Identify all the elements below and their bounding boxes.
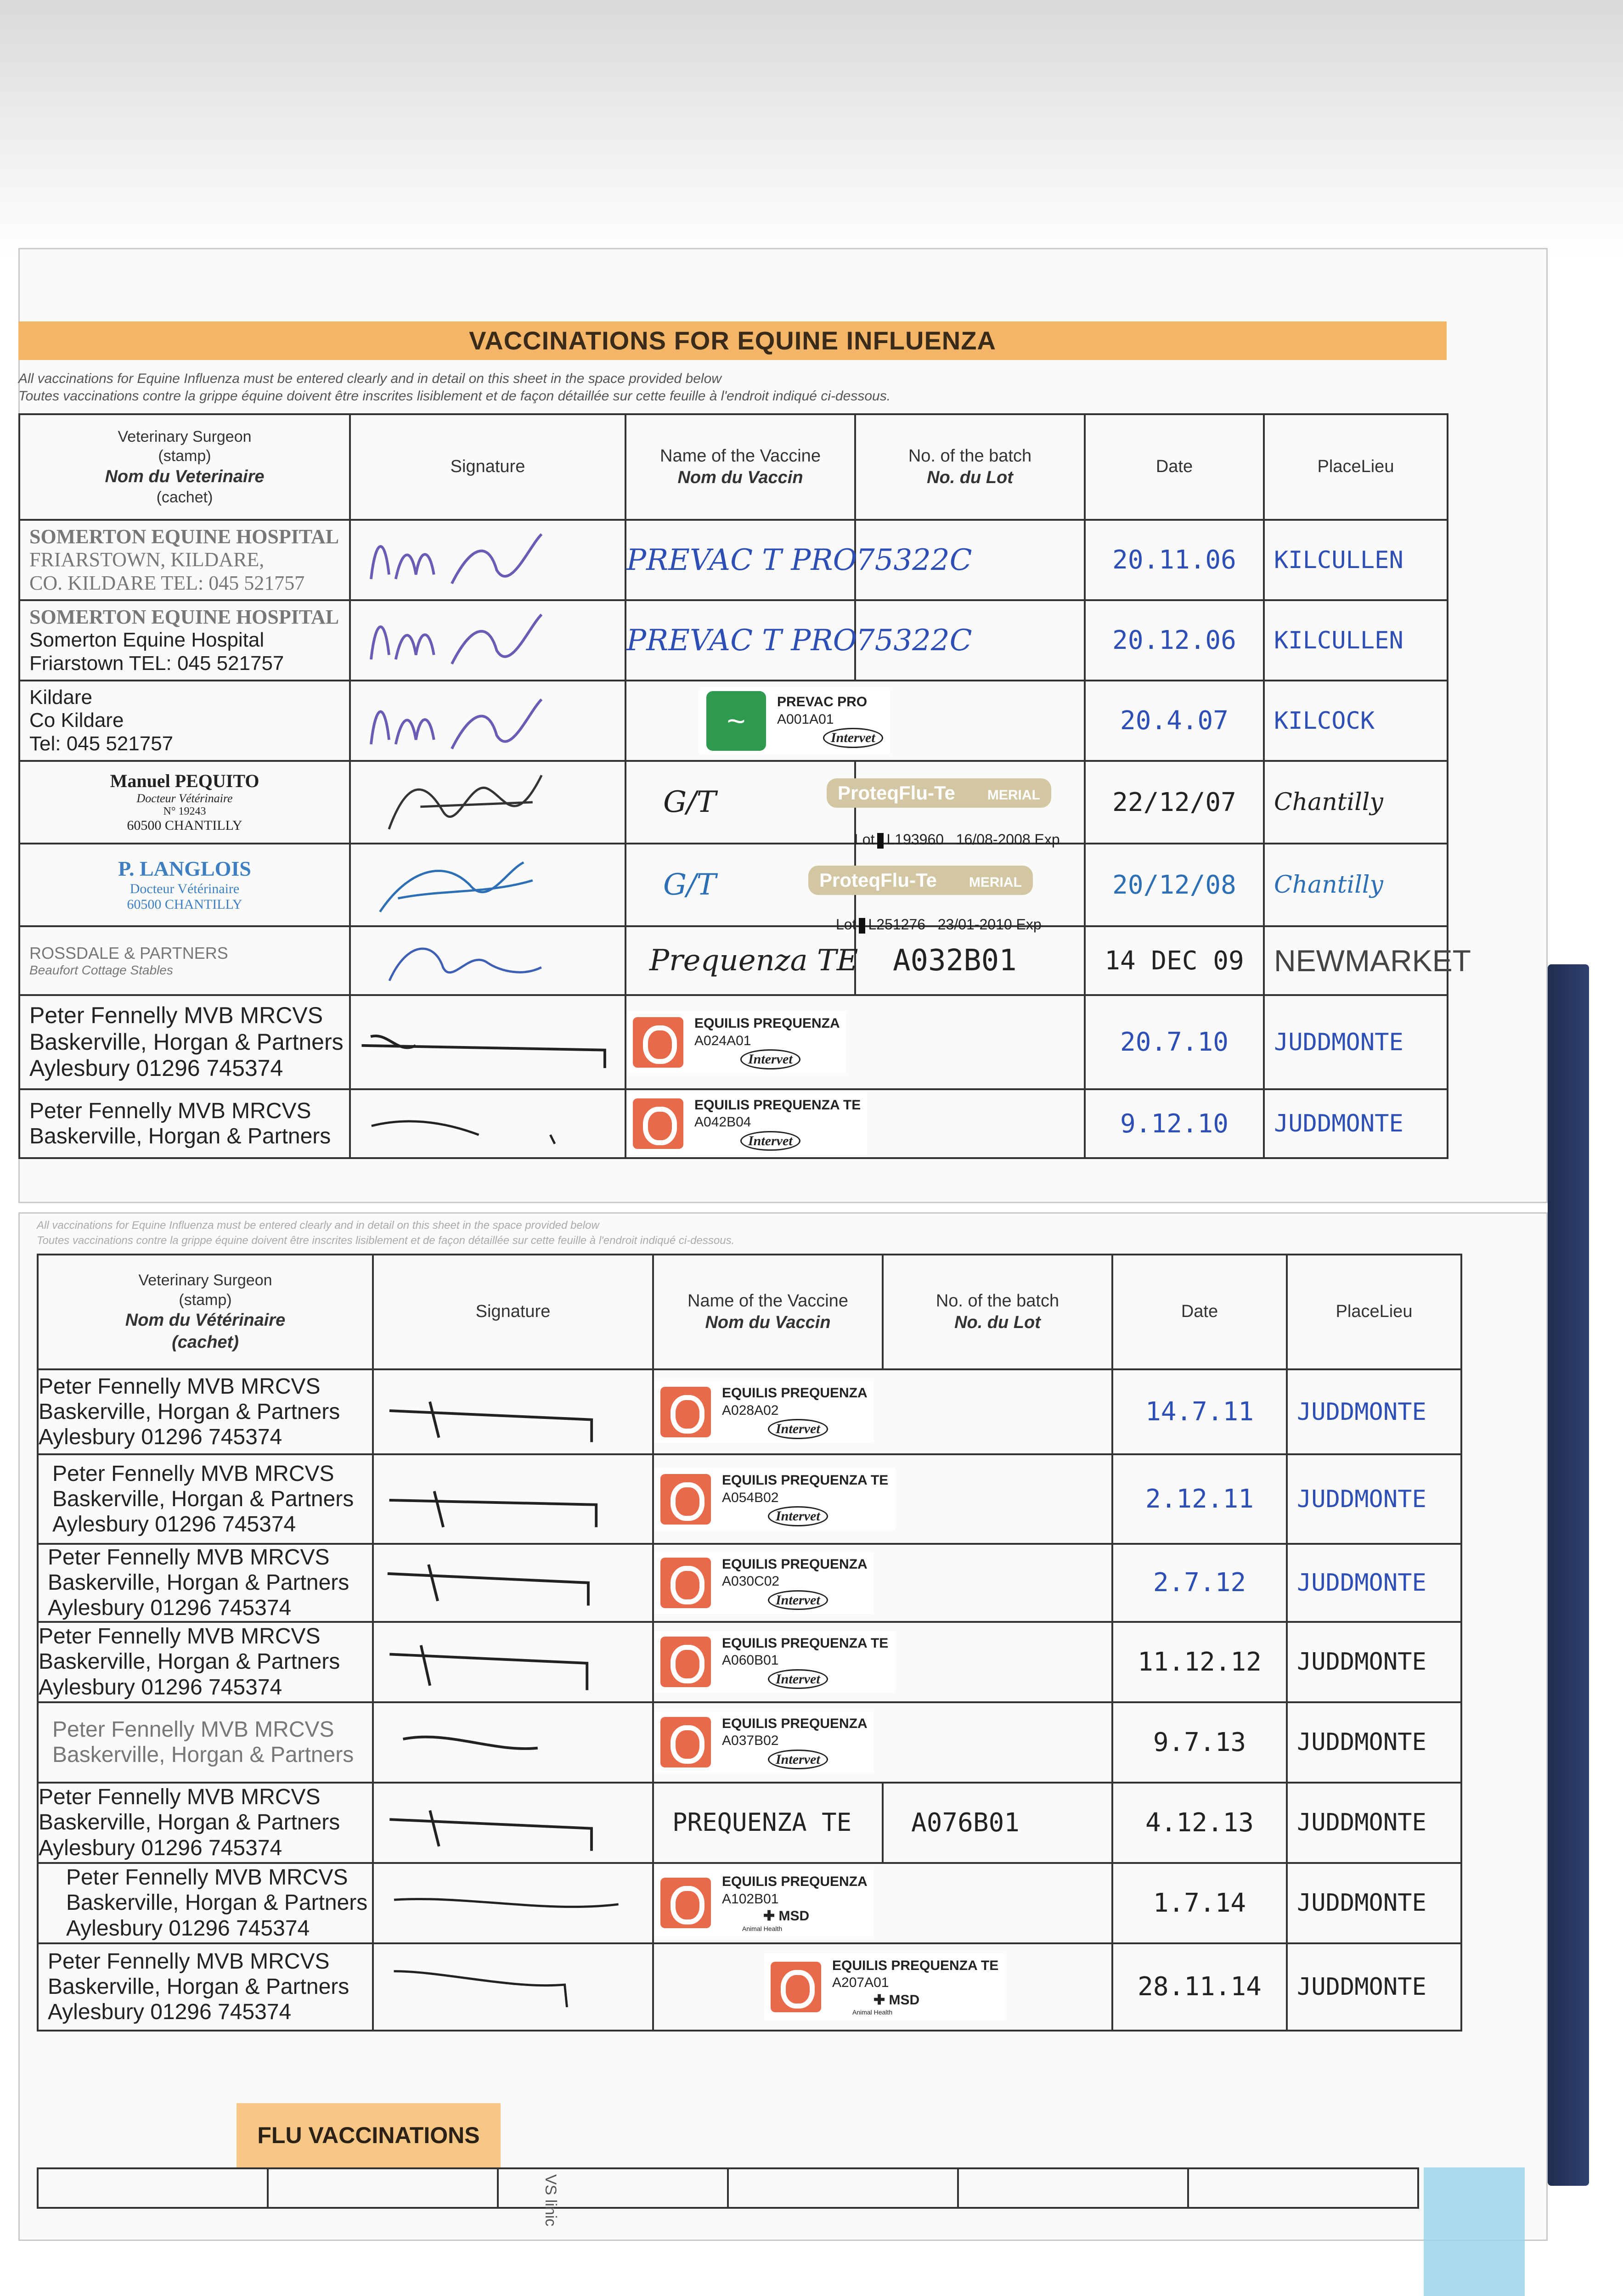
sticker-batch: A060B01 bbox=[722, 1653, 779, 1668]
vaccination-date: 22/12/07 bbox=[1085, 761, 1264, 844]
sticker-batch: A037B02 bbox=[722, 1733, 779, 1749]
table-row bbox=[38, 1454, 1461, 1544]
msd-logo: ✚ MSD Animal Health bbox=[852, 1992, 920, 2016]
table-row bbox=[38, 1783, 1461, 1863]
page-title bbox=[18, 321, 1447, 360]
merial-logo: MERIAL bbox=[987, 788, 1040, 803]
vaccination-date: 20.4.07 bbox=[1085, 681, 1264, 761]
signature-drawing bbox=[374, 1370, 652, 1453]
signature-cell bbox=[373, 1544, 653, 1622]
instructions-french-faint: Toutes vaccinations contre la grippe équine doivent être inscrites lisiblement et de façon détaillée sur cette feuille à l'endroit indiqué ci-dessous. bbox=[37, 1234, 735, 1247]
sticker-vaccine-name: EQUILIS PREQUENZA bbox=[722, 1874, 868, 1890]
header-place: PlaceLieu bbox=[1264, 414, 1448, 520]
intervet-logo: Intervet bbox=[740, 1131, 800, 1151]
signature-drawing bbox=[351, 521, 625, 599]
vaccine-label-cell bbox=[626, 1089, 1085, 1158]
batch-number: 75322C bbox=[855, 520, 1085, 600]
sticker-batch: A042B04 bbox=[694, 1114, 751, 1130]
equilis-q-icon bbox=[633, 1017, 683, 1068]
vaccination-date: 1.7.14 bbox=[1112, 1863, 1287, 1943]
vet-stamp: Peter Fennelly MVB MRCVS Baskerville, Horgan & Partners Aylesbury 01296 745374 bbox=[38, 1622, 373, 1702]
intervet-logo: Intervet bbox=[768, 1590, 828, 1610]
vaccination-place: KILCULLEN bbox=[1264, 520, 1448, 600]
sticker-lot: L193960 bbox=[886, 831, 944, 848]
signature-cell bbox=[350, 1089, 626, 1158]
signature-cell bbox=[373, 1454, 653, 1544]
header-vet: Veterinary Surgeon (stamp) Nom du Veterinaire (cachet) bbox=[19, 414, 350, 520]
signature-cell bbox=[350, 520, 626, 600]
sticker-vaccine-name: EQUILIS PREQUENZA TE bbox=[722, 1473, 889, 1488]
vet-stamp: ROSSDALE & PARTNERS Beaufort Cottage Stables bbox=[19, 926, 350, 995]
sticker-vaccine-name: EQUILIS PREQUENZA bbox=[722, 1716, 868, 1731]
table-row bbox=[38, 1622, 1461, 1702]
signature-drawing bbox=[374, 1864, 652, 1942]
vet-stamp: Peter Fennelly MVB MRCVS Baskerville, Horgan & Partners Aylesbury 01296 745374 bbox=[38, 1863, 373, 1943]
vaccination-place: NEWMARKET bbox=[1264, 926, 1448, 995]
vaccine-sticker bbox=[654, 1711, 874, 1773]
sticker-batch: A207A01 bbox=[832, 1975, 889, 1991]
sticker-vaccine-name: EQUILIS PREQUENZA TE bbox=[832, 1958, 999, 1973]
table-row bbox=[38, 1702, 1461, 1783]
vaccine-name: PREQUENZA TE bbox=[653, 1783, 883, 1863]
equilis-q-icon bbox=[660, 1387, 711, 1437]
page-tab bbox=[1424, 2167, 1525, 2296]
signature-drawing bbox=[351, 762, 625, 843]
equilis-q-icon bbox=[660, 1558, 711, 1608]
proteqflu-sticker bbox=[808, 866, 1033, 895]
vaccine-sticker bbox=[654, 1869, 874, 1936]
batch-number: A032B01 bbox=[855, 926, 1085, 995]
sticker-expiry: 23/01-2010 bbox=[937, 916, 1012, 933]
vaccine-sticker bbox=[654, 1468, 895, 1530]
signature-cell bbox=[350, 761, 626, 844]
signature-cell bbox=[350, 995, 626, 1089]
equilis-q-icon bbox=[633, 1098, 683, 1149]
vaccine-sticker bbox=[764, 1953, 1005, 2020]
sticker-vaccine-name: ProteqFlu-Te bbox=[819, 869, 937, 891]
table-row bbox=[19, 1089, 1448, 1158]
proteqflu-sticker bbox=[827, 778, 1051, 808]
vaccination-place: JUDDMONTE bbox=[1287, 1622, 1461, 1702]
signature-cell bbox=[373, 1702, 653, 1783]
signature-drawing bbox=[351, 844, 625, 925]
vaccine-sticker bbox=[654, 1552, 874, 1614]
vaccination-table-page1 bbox=[18, 413, 1471, 1159]
vaccination-place: JUDDMONTE bbox=[1287, 1702, 1461, 1783]
scan-background bbox=[0, 0, 1623, 257]
sticker-lot-line: Lot L193960 16/08-2008 Exp bbox=[854, 831, 1060, 848]
vaccination-date: 14 DEC 09 bbox=[1085, 926, 1264, 995]
vaccine-label-cell bbox=[653, 1369, 1112, 1454]
vet-stamp: Peter Fennelly MVB MRCVS Baskerville, Horgan & Partners Aylesbury 01296 745374 bbox=[38, 1454, 373, 1544]
table-row bbox=[19, 844, 1448, 926]
vaccine-name: PREVAC T PRO bbox=[626, 600, 855, 681]
vaccination-place: JUDDMONTE bbox=[1287, 1783, 1461, 1863]
instructions-french: Toutes vaccinations contre la grippe équine doivent être inscrites lisiblement et de façon détaillée sur cette feuille à l'endroit indiqué ci-dessous. bbox=[18, 388, 891, 404]
vaccine-label-cell bbox=[653, 1943, 1112, 2031]
vaccine-label-cell bbox=[653, 1622, 1112, 1702]
sticker-vaccine-name: EQUILIS PREQUENZA TE bbox=[722, 1635, 889, 1651]
margin-text: VS linic bbox=[542, 2174, 559, 2227]
merial-logo: MERIAL bbox=[969, 875, 1022, 890]
vaccine-name: Prequenza TE bbox=[626, 926, 855, 995]
signature-drawing bbox=[351, 1090, 625, 1157]
msd-logo: ✚ MSD Animal Health bbox=[742, 1908, 810, 1932]
vaccine-label-cell bbox=[626, 681, 1085, 761]
vet-stamp: Kildare Co Kildare Tel: 045 521757 bbox=[19, 681, 350, 761]
intervet-logo: Intervet bbox=[823, 728, 883, 748]
header-vaccine: Name of the Vaccine Nom du Vaccin bbox=[626, 414, 855, 520]
vaccination-place: JUDDMONTE bbox=[1287, 1863, 1461, 1943]
signature-drawing bbox=[374, 1703, 652, 1782]
vaccine-sticker bbox=[626, 1093, 867, 1155]
table-row bbox=[19, 995, 1448, 1089]
vet-stamp: Peter Fennelly MVB MRCVS Baskerville, Horgan & Partners Aylesbury 01296 745374 bbox=[38, 1544, 373, 1622]
vaccine-label-cell bbox=[653, 1454, 1112, 1544]
vet-stamp: SOMERTON EQUINE HOSPITAL Somerton Equine Hospital Friarstown TEL: 045 521757 bbox=[19, 600, 350, 681]
table-row bbox=[38, 1863, 1461, 1943]
signature-cell bbox=[373, 1863, 653, 1943]
vet-stamp: Manuel PEQUITO Docteur Vétérinaire N° 19243 60500 CHANTILLY bbox=[19, 761, 350, 844]
vaccination-date: 20.11.06 bbox=[1085, 520, 1264, 600]
table-header-row bbox=[38, 1255, 1461, 1369]
instructions-english-faint: All vaccinations for Equine Influenza must be entered clearly and in detail on this sheet in the space provided below bbox=[37, 1219, 599, 1232]
equilis-q-icon bbox=[660, 1474, 711, 1525]
vaccination-date: 11.12.12 bbox=[1112, 1622, 1287, 1702]
vaccine-sticker bbox=[654, 1631, 895, 1693]
intervet-logo: Intervet bbox=[768, 1750, 828, 1770]
vaccination-place: JUDDMONTE bbox=[1287, 1369, 1461, 1454]
signature-cell bbox=[350, 844, 626, 926]
passport-cover-edge bbox=[1548, 964, 1589, 2186]
vaccine-sticker bbox=[700, 687, 890, 754]
vaccination-date: 20/12/08 bbox=[1085, 844, 1264, 926]
sticker-batch: A030C02 bbox=[722, 1574, 780, 1589]
vaccination-place: JUDDMONTE bbox=[1287, 1454, 1461, 1544]
sticker-vaccine-name: PREVAC PRO bbox=[777, 694, 868, 710]
sticker-vaccine-name: ProteqFlu-Te bbox=[838, 782, 955, 804]
prevac-logo-icon: ~ bbox=[706, 691, 766, 751]
vaccination-date: 20.7.10 bbox=[1085, 995, 1264, 1089]
table-row bbox=[38, 1544, 1461, 1622]
signature-drawing bbox=[351, 681, 625, 760]
vaccination-place: JUDDMONTE bbox=[1287, 1943, 1461, 2031]
header-signature: Signature bbox=[350, 414, 626, 520]
sticker-batch: A024A01 bbox=[694, 1033, 751, 1048]
table-header-row bbox=[19, 414, 1448, 520]
vaccination-place: JUDDMONTE bbox=[1287, 1544, 1461, 1622]
table-row bbox=[19, 681, 1448, 761]
vet-stamp: Peter Fennelly MVB MRCVS Baskerville, Horgan & Partners Aylesbury 01296 745374 bbox=[19, 995, 350, 1089]
signature-drawing bbox=[374, 1784, 652, 1862]
sticker-expiry: 16/08-2008 bbox=[956, 831, 1031, 848]
signature-cell bbox=[350, 600, 626, 681]
sticker-lot: L251276 bbox=[868, 916, 926, 933]
intervet-logo: Intervet bbox=[768, 1669, 828, 1689]
vaccine-name: G/T bbox=[626, 761, 855, 844]
header-vaccine: Name of the Vaccine Nom du Vaccin bbox=[653, 1255, 883, 1369]
vaccine-label-cell bbox=[626, 995, 1085, 1089]
vaccine-name: G/T bbox=[626, 844, 855, 926]
vet-stamp: Peter Fennelly MVB MRCVS Baskerville, Horgan & Partners Aylesbury 01296 745374 bbox=[38, 1783, 373, 1863]
vet-stamp: Peter Fennelly MVB MRCVS Baskerville, Horgan & Partners Aylesbury 01296 745374 bbox=[38, 1369, 373, 1454]
header-date: Date bbox=[1085, 414, 1264, 520]
vaccination-date: 2.12.11 bbox=[1112, 1454, 1287, 1544]
vaccine-label-cell bbox=[653, 1863, 1112, 1943]
vaccination-place: JUDDMONTE bbox=[1264, 1089, 1448, 1158]
sticker-lot-line: Lot L251276 23/01-2010 Exp bbox=[836, 916, 1042, 933]
signature-drawing bbox=[351, 601, 625, 680]
vaccine-sticker bbox=[654, 1381, 874, 1443]
vaccination-place: KILCOCK bbox=[1264, 681, 1448, 761]
sticker-batch: A102B01 bbox=[722, 1891, 779, 1907]
vaccination-date: 14.7.11 bbox=[1112, 1369, 1287, 1454]
sticker-batch: A028A02 bbox=[722, 1402, 779, 1418]
title-text: VACCINATIONS FOR EQUINE INFLUENZA bbox=[469, 326, 996, 355]
signature-drawing bbox=[374, 1944, 652, 2030]
vet-stamp: Peter Fennelly MVB MRCVS Baskerville, Horgan & Partners bbox=[38, 1702, 373, 1783]
sticker-batch: A001A01 bbox=[777, 711, 834, 727]
vaccination-date: 9.7.13 bbox=[1112, 1702, 1287, 1783]
signature-drawing bbox=[351, 996, 625, 1088]
header-batch: No. of the batch No. du Lot bbox=[855, 414, 1085, 520]
signature-cell bbox=[373, 1369, 653, 1454]
vaccination-place: JUDDMONTE bbox=[1264, 995, 1448, 1089]
header-place: PlaceLieu bbox=[1287, 1255, 1461, 1369]
vaccination-date: 4.12.13 bbox=[1112, 1783, 1287, 1863]
batch-number: A076B01 bbox=[883, 1783, 1112, 1863]
table-row bbox=[19, 600, 1448, 681]
signature-cell bbox=[350, 681, 626, 761]
vet-stamp: Peter Fennelly MVB MRCVS Baskerville, Horgan & Partners bbox=[19, 1089, 350, 1158]
equilis-q-icon bbox=[660, 1637, 711, 1687]
intervet-logo: Intervet bbox=[768, 1419, 828, 1439]
vaccination-date: 9.12.10 bbox=[1085, 1089, 1264, 1158]
vaccine-label-cell bbox=[653, 1702, 1112, 1783]
table-row bbox=[38, 1943, 1461, 2031]
equilis-q-icon bbox=[771, 1962, 821, 2012]
signature-drawing bbox=[351, 927, 625, 994]
table-row bbox=[19, 520, 1448, 600]
header-vet: Veterinary Surgeon (stamp) Nom du Vétérinaire (cachet) bbox=[38, 1255, 373, 1369]
vaccination-date: 28.11.14 bbox=[1112, 1943, 1287, 2031]
signature-drawing bbox=[374, 1455, 652, 1543]
sticker-vaccine-name: EQUILIS PREQUENZA bbox=[694, 1016, 840, 1031]
vet-stamp: P. LANGLOIS Docteur Vétérinaire 60500 CHANTILLY bbox=[19, 844, 350, 926]
vaccination-table-page2 bbox=[37, 1254, 1462, 2032]
intervet-logo: Intervet bbox=[740, 1049, 800, 1069]
signature-drawing bbox=[374, 1623, 652, 1701]
header-batch: No. of the batch No. du Lot bbox=[883, 1255, 1112, 1369]
signature-drawing bbox=[374, 1545, 652, 1621]
sticker-vaccine-name: EQUILIS PREQUENZA bbox=[722, 1385, 868, 1401]
flu-vaccinations-tab: FLU VACCINATIONS bbox=[237, 2103, 501, 2167]
sticker-batch: A054B02 bbox=[722, 1490, 779, 1505]
sticker-vaccine-name: EQUILIS PREQUENZA TE bbox=[694, 1097, 861, 1113]
signature-cell bbox=[373, 1783, 653, 1863]
batch-number: 75322C bbox=[855, 600, 1085, 681]
vaccination-place: Chantilly bbox=[1264, 761, 1448, 844]
vaccination-date: 2.7.12 bbox=[1112, 1544, 1287, 1622]
instructions-english: All vaccinations for Equine Influenza must be entered clearly and in detail on this sheet in the space provided below bbox=[18, 371, 721, 386]
vaccination-place: Chantilly bbox=[1264, 844, 1448, 926]
header-signature: Signature bbox=[373, 1255, 653, 1369]
vaccine-label-cell bbox=[653, 1544, 1112, 1622]
vaccination-place: KILCULLEN bbox=[1264, 600, 1448, 681]
header-date: Date bbox=[1112, 1255, 1287, 1369]
equilis-q-icon bbox=[660, 1878, 711, 1928]
intervet-logo: Intervet bbox=[768, 1506, 828, 1526]
vaccine-sticker bbox=[626, 1011, 846, 1073]
signature-cell bbox=[373, 1622, 653, 1702]
next-page-grid bbox=[37, 2167, 1419, 2209]
table-row bbox=[38, 1369, 1461, 1454]
sticker-vaccine-name: EQUILIS PREQUENZA bbox=[722, 1556, 868, 1572]
equilis-q-icon bbox=[660, 1717, 711, 1767]
vet-stamp: SOMERTON EQUINE HOSPITAL FRIARSTOWN, KILDARE, CO. KILDARE TEL: 045 521757 bbox=[19, 520, 350, 600]
vaccine-name: PREVAC T PRO bbox=[626, 520, 855, 600]
vet-stamp: Peter Fennelly MVB MRCVS Baskerville, Horgan & Partners Aylesbury 01296 745374 bbox=[38, 1943, 373, 2031]
signature-cell bbox=[350, 926, 626, 995]
table-row bbox=[19, 761, 1448, 844]
table-row bbox=[19, 926, 1448, 995]
vaccination-date: 20.12.06 bbox=[1085, 600, 1264, 681]
signature-cell bbox=[373, 1943, 653, 2031]
